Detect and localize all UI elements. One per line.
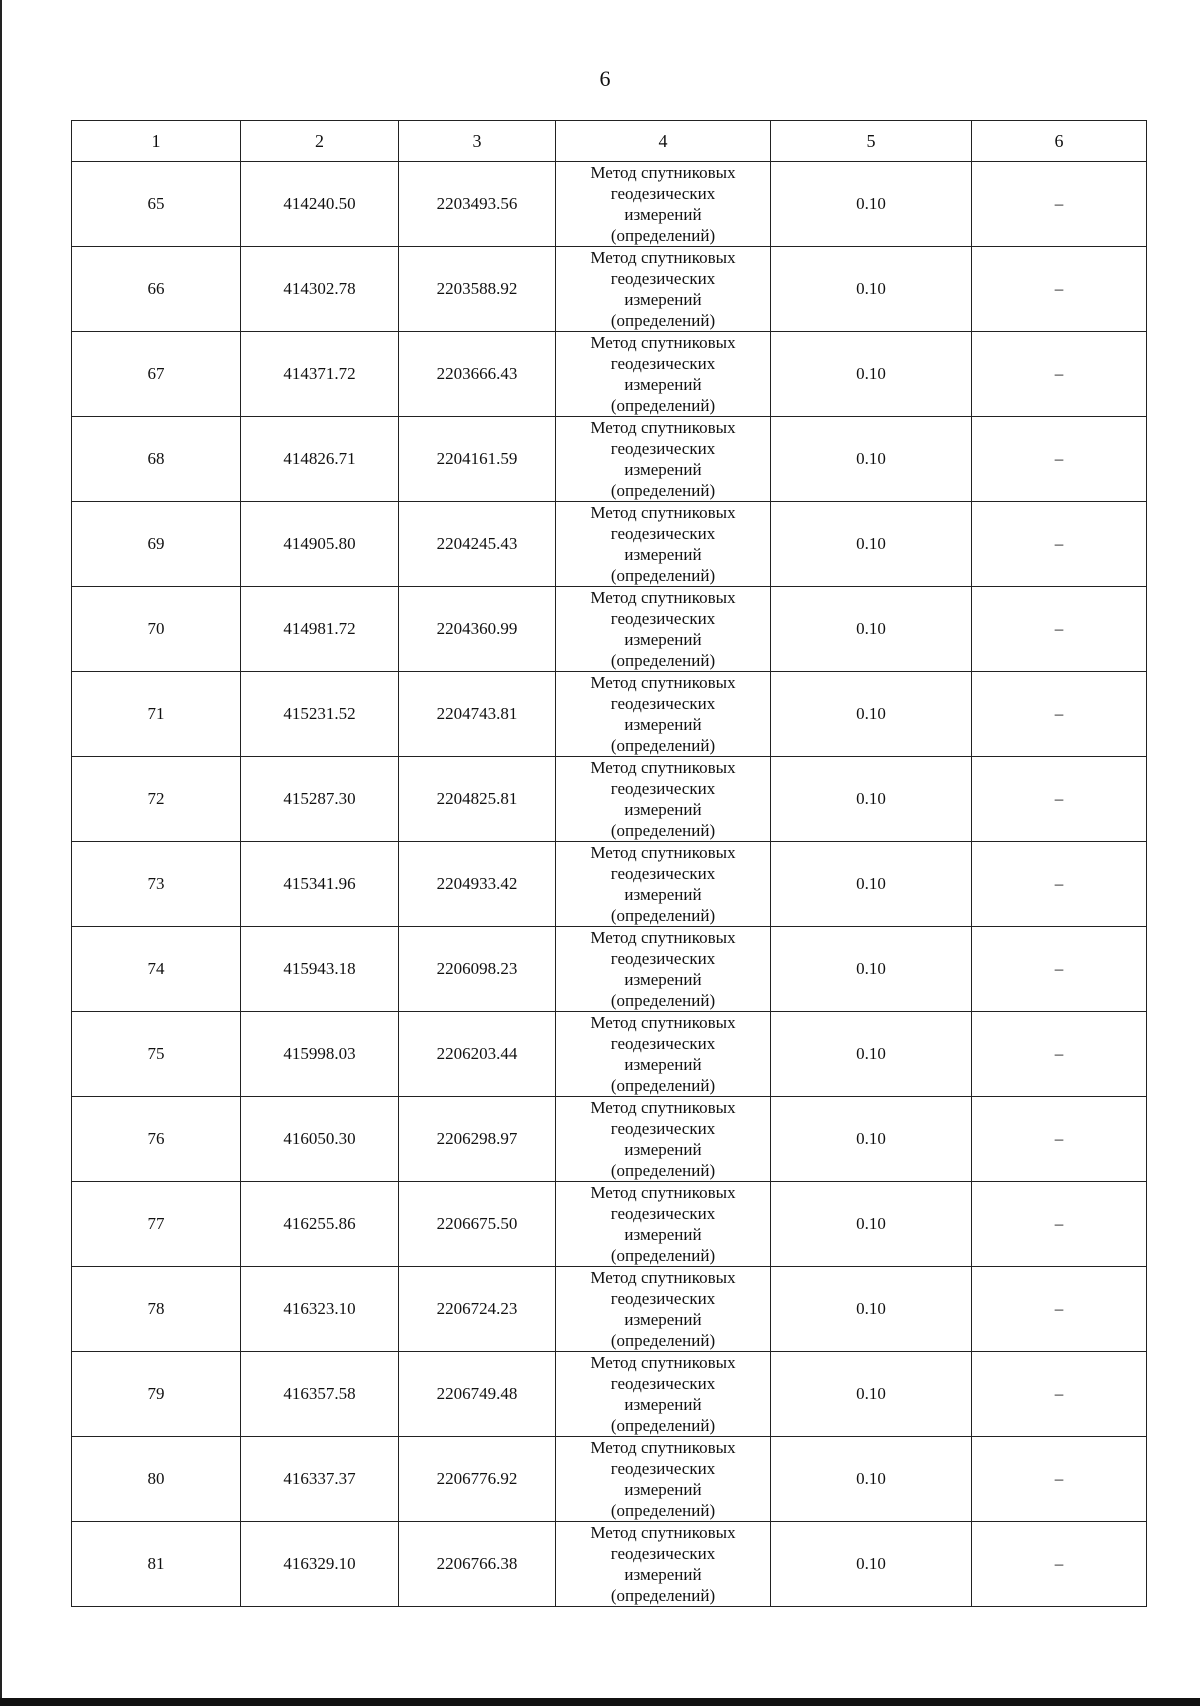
header-row: [72, 121, 1147, 162]
method-cell: [556, 672, 771, 757]
point-number-cell: 72: [72, 757, 241, 842]
method-cell: [556, 757, 771, 842]
point-number-cell: 65: [72, 162, 241, 247]
method-line: измерений: [624, 290, 702, 309]
method-line: измерений: [624, 1225, 702, 1244]
method-line: геодезических: [610, 1459, 716, 1478]
method-line: геодезических: [610, 269, 716, 288]
y-coordinate-cell: 2206298.97: [399, 1097, 556, 1182]
table-row: [72, 502, 1147, 587]
note-cell: –: [972, 1182, 1147, 1267]
table-row: [72, 1267, 1147, 1352]
table-row: [72, 1012, 1147, 1097]
x-coordinate-cell: 415287.30: [241, 757, 399, 842]
table-row: [72, 757, 1147, 842]
header-col-1: 1: [72, 121, 241, 162]
y-coordinate-cell: 2206776.92: [399, 1437, 556, 1522]
method-line: Метод спутниковых: [590, 1098, 736, 1117]
y-coordinate-cell: 2206724.23: [399, 1267, 556, 1352]
method-line: измерений: [624, 375, 702, 394]
method-line: геодезических: [610, 609, 716, 628]
method-line: геодезических: [610, 949, 716, 968]
method-line: геодезических: [610, 1289, 716, 1308]
method-line: Метод спутниковых: [590, 928, 736, 947]
method-line: геодезических: [610, 1034, 716, 1053]
method-line: (определений): [610, 1416, 716, 1435]
method-line: геодезических: [610, 354, 716, 373]
table-body: [72, 162, 1147, 1607]
note-cell: –: [972, 1522, 1147, 1607]
y-coordinate-cell: 2204825.81: [399, 757, 556, 842]
method-line: геодезических: [610, 439, 716, 458]
y-coordinate-cell: 2203493.56: [399, 162, 556, 247]
table-row: [72, 417, 1147, 502]
method-line: измерений: [624, 1310, 702, 1329]
note-cell: –: [972, 332, 1147, 417]
point-number-cell: 68: [72, 417, 241, 502]
y-coordinate-cell: 2204360.99: [399, 587, 556, 672]
method-line: измерений: [624, 885, 702, 904]
method-line: измерений: [624, 545, 702, 564]
method-cell: [556, 162, 771, 247]
method-line: Метод спутниковых: [590, 1523, 736, 1542]
method-line: Метод спутниковых: [590, 1183, 736, 1202]
method-line: (определений): [610, 821, 716, 840]
x-coordinate-cell: 414240.50: [241, 162, 399, 247]
method-line: Метод спутниковых: [590, 843, 736, 862]
page-bottom-edge: [0, 1698, 1200, 1706]
accuracy-cell: 0.10: [771, 757, 972, 842]
accuracy-cell: 0.10: [771, 842, 972, 927]
x-coordinate-cell: 416050.30: [241, 1097, 399, 1182]
method-line: геодезических: [610, 864, 716, 883]
accuracy-cell: 0.10: [771, 502, 972, 587]
table-header: [72, 121, 1147, 162]
method-line: Метод спутниковых: [590, 1268, 736, 1287]
method-line: (определений): [610, 311, 716, 330]
method-line: (определений): [610, 566, 716, 585]
method-line: Метод спутниковых: [590, 248, 736, 267]
method-line: (определений): [610, 226, 716, 245]
note-cell: –: [972, 672, 1147, 757]
x-coordinate-cell: 414302.78: [241, 247, 399, 332]
point-number-cell: 81: [72, 1522, 241, 1607]
note-cell: –: [972, 247, 1147, 332]
method-line: геодезических: [610, 184, 716, 203]
x-coordinate-cell: 416329.10: [241, 1522, 399, 1607]
method-line: (определений): [610, 736, 716, 755]
accuracy-cell: 0.10: [771, 417, 972, 502]
header-col-3: 3: [399, 121, 556, 162]
page-left-edge: [0, 0, 2, 1706]
method-cell: [556, 1522, 771, 1607]
method-line: измерений: [624, 1480, 702, 1499]
accuracy-cell: 0.10: [771, 162, 972, 247]
method-cell: [556, 1182, 771, 1267]
method-line: геодезических: [610, 1119, 716, 1138]
method-line: (определений): [610, 991, 716, 1010]
method-line: измерений: [624, 630, 702, 649]
method-cell: [556, 842, 771, 927]
method-line: (определений): [610, 396, 716, 415]
accuracy-cell: 0.10: [771, 1522, 972, 1607]
x-coordinate-cell: 416255.86: [241, 1182, 399, 1267]
table-row: [72, 1522, 1147, 1607]
table-row: [72, 162, 1147, 247]
point-number-cell: 71: [72, 672, 241, 757]
method-line: геодезических: [610, 1544, 716, 1563]
point-number-cell: 77: [72, 1182, 241, 1267]
method-line: геодезических: [610, 779, 716, 798]
table-row: [72, 672, 1147, 757]
y-coordinate-cell: 2204161.59: [399, 417, 556, 502]
y-coordinate-cell: 2206203.44: [399, 1012, 556, 1097]
method-cell: [556, 502, 771, 587]
point-number-cell: 67: [72, 332, 241, 417]
table-row: [72, 587, 1147, 672]
x-coordinate-cell: 415231.52: [241, 672, 399, 757]
point-number-cell: 70: [72, 587, 241, 672]
method-line: измерений: [624, 800, 702, 819]
accuracy-cell: 0.10: [771, 672, 972, 757]
note-cell: –: [972, 1267, 1147, 1352]
y-coordinate-cell: 2206675.50: [399, 1182, 556, 1267]
method-line: измерений: [624, 970, 702, 989]
method-cell: [556, 417, 771, 502]
header-col-6: 6: [972, 121, 1147, 162]
method-line: Метод спутниковых: [590, 758, 736, 777]
header-col-4: 4: [556, 121, 771, 162]
method-line: измерений: [624, 460, 702, 479]
y-coordinate-cell: 2204933.42: [399, 842, 556, 927]
table-row: [72, 332, 1147, 417]
accuracy-cell: 0.10: [771, 1267, 972, 1352]
y-coordinate-cell: 2206749.48: [399, 1352, 556, 1437]
point-number-cell: 74: [72, 927, 241, 1012]
point-number-cell: 66: [72, 247, 241, 332]
method-cell: [556, 247, 771, 332]
method-cell: [556, 927, 771, 1012]
note-cell: –: [972, 162, 1147, 247]
accuracy-cell: 0.10: [771, 587, 972, 672]
method-cell: [556, 1437, 771, 1522]
x-coordinate-cell: 414905.80: [241, 502, 399, 587]
method-line: измерений: [624, 1055, 702, 1074]
method-line: геодезических: [610, 524, 716, 543]
table-row: [72, 1352, 1147, 1437]
table-row: [72, 1097, 1147, 1182]
method-cell: [556, 1267, 771, 1352]
note-cell: –: [972, 927, 1147, 1012]
x-coordinate-cell: 415998.03: [241, 1012, 399, 1097]
y-coordinate-cell: 2204743.81: [399, 672, 556, 757]
note-cell: –: [972, 587, 1147, 672]
point-number-cell: 73: [72, 842, 241, 927]
method-line: геодезических: [610, 1374, 716, 1393]
accuracy-cell: 0.10: [771, 927, 972, 1012]
accuracy-cell: 0.10: [771, 247, 972, 332]
method-line: (определений): [610, 906, 716, 925]
x-coordinate-cell: 416337.37: [241, 1437, 399, 1522]
method-line: Метод спутниковых: [590, 333, 736, 352]
x-coordinate-cell: 414371.72: [241, 332, 399, 417]
method-line: Метод спутниковых: [590, 503, 736, 522]
method-line: Метод спутниковых: [590, 163, 736, 182]
method-line: Метод спутниковых: [590, 418, 736, 437]
method-line: геодезических: [610, 1204, 716, 1223]
method-line: (определений): [610, 1246, 716, 1265]
point-number-cell: 78: [72, 1267, 241, 1352]
note-cell: –: [972, 1097, 1147, 1182]
x-coordinate-cell: 415943.18: [241, 927, 399, 1012]
y-coordinate-cell: 2203666.43: [399, 332, 556, 417]
point-number-cell: 76: [72, 1097, 241, 1182]
method-line: (определений): [610, 1331, 716, 1350]
method-line: измерений: [624, 1140, 702, 1159]
method-line: измерений: [624, 715, 702, 734]
method-line: Метод спутниковых: [590, 588, 736, 607]
x-coordinate-cell: 416357.58: [241, 1352, 399, 1437]
accuracy-cell: 0.10: [771, 1437, 972, 1522]
method-cell: [556, 587, 771, 672]
method-line: (определений): [610, 1586, 716, 1605]
point-number-cell: 75: [72, 1012, 241, 1097]
table-row: [72, 1182, 1147, 1267]
note-cell: –: [972, 1012, 1147, 1097]
x-coordinate-cell: 415341.96: [241, 842, 399, 927]
page-number: 6: [599, 66, 611, 91]
table-row: [72, 842, 1147, 927]
accuracy-cell: 0.10: [771, 1182, 972, 1267]
y-coordinate-cell: 2206766.38: [399, 1522, 556, 1607]
accuracy-cell: 0.10: [771, 1012, 972, 1097]
x-coordinate-cell: 414826.71: [241, 417, 399, 502]
note-cell: –: [972, 1352, 1147, 1437]
table-row: [72, 247, 1147, 332]
x-coordinate-cell: 416323.10: [241, 1267, 399, 1352]
x-coordinate-cell: 414981.72: [241, 587, 399, 672]
method-line: Метод спутниковых: [590, 673, 736, 692]
method-cell: [556, 1352, 771, 1437]
table-row: [72, 927, 1147, 1012]
accuracy-cell: 0.10: [771, 1352, 972, 1437]
note-cell: –: [972, 1437, 1147, 1522]
method-line: (определений): [610, 481, 716, 500]
method-line: Метод спутниковых: [590, 1353, 736, 1372]
header-col-2: 2: [241, 121, 399, 162]
note-cell: –: [972, 417, 1147, 502]
method-line: измерений: [624, 1395, 702, 1414]
point-number-cell: 79: [72, 1352, 241, 1437]
method-line: геодезических: [610, 694, 716, 713]
note-cell: –: [972, 757, 1147, 842]
method-line: Метод спутниковых: [590, 1013, 736, 1032]
point-number-cell: 69: [72, 502, 241, 587]
accuracy-cell: 0.10: [771, 332, 972, 417]
note-cell: –: [972, 502, 1147, 587]
note-cell: –: [972, 842, 1147, 927]
table-row: [72, 1437, 1147, 1522]
point-number-cell: 80: [72, 1437, 241, 1522]
y-coordinate-cell: 2204245.43: [399, 502, 556, 587]
method-line: (определений): [610, 1161, 716, 1180]
accuracy-cell: 0.10: [771, 1097, 972, 1182]
method-line: (определений): [610, 1501, 716, 1520]
method-cell: [556, 332, 771, 417]
method-line: (определений): [610, 651, 716, 670]
coordinates-table: [71, 120, 1147, 1607]
method-cell: [556, 1012, 771, 1097]
method-line: (определений): [610, 1076, 716, 1095]
y-coordinate-cell: 2206098.23: [399, 927, 556, 1012]
method-line: измерений: [624, 1565, 702, 1584]
method-cell: [556, 1097, 771, 1182]
method-line: измерений: [624, 205, 702, 224]
y-coordinate-cell: 2203588.92: [399, 247, 556, 332]
header-col-5: 5: [771, 121, 972, 162]
method-line: Метод спутниковых: [590, 1438, 736, 1457]
